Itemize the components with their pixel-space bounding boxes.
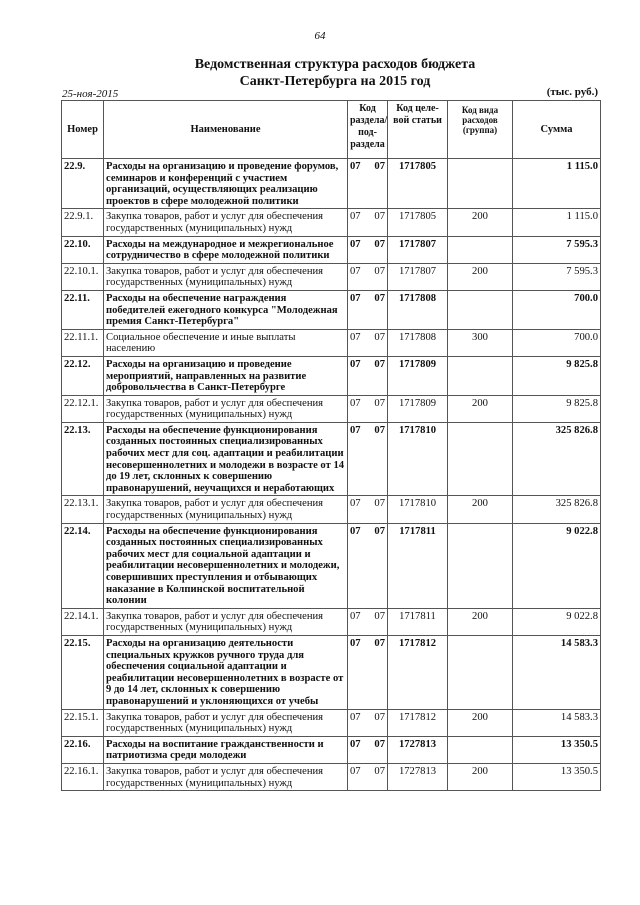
subsection-code: 07 <box>374 238 385 250</box>
row-sum: 700.0 <box>513 329 601 356</box>
row-section-code <box>348 422 388 496</box>
header-sum: Сумма <box>513 101 601 159</box>
subsection-code: 07 <box>374 738 385 750</box>
title-line-2: Санкт-Петербурга на 2015 год <box>239 74 431 89</box>
row-target-code: 1727813 <box>388 736 448 763</box>
section-code: 07 <box>350 331 361 343</box>
section-code: 07 <box>350 498 361 510</box>
row-expense-type: 200 <box>448 496 513 523</box>
row-number: 22.12.1. <box>62 395 104 422</box>
row-number: 22.11.1. <box>62 329 104 356</box>
row-target-code: 1717812 <box>388 709 448 736</box>
row-target-code: 1717811 <box>388 523 448 608</box>
row-number: 22.16.1. <box>62 763 104 790</box>
row-sum: 1 115.0 <box>513 159 601 209</box>
row-sum: 7 595.3 <box>513 263 601 290</box>
row-expense-type <box>448 356 513 395</box>
row-target-code: 1717810 <box>388 496 448 523</box>
section-code: 07 <box>350 525 361 537</box>
subsection-code: 07 <box>374 358 385 370</box>
row-section-code <box>348 209 388 236</box>
row-number: 22.13.1. <box>62 496 104 523</box>
row-section-code <box>348 736 388 763</box>
budget-table <box>61 100 601 791</box>
row-name: Закупка товаров, работ и услуг для обеспечения государственных (муниципальных) нужд <box>104 608 348 635</box>
row-sum: 14 583.3 <box>513 635 601 709</box>
row-expense-type <box>448 422 513 496</box>
row-sum: 700.0 <box>513 290 601 329</box>
row-target-code: 1717808 <box>388 329 448 356</box>
row-target-code: 1717811 <box>388 608 448 635</box>
row-section-code <box>348 763 388 790</box>
table-row <box>62 496 601 523</box>
row-name: Расходы на международное и межрегиональное сотрудничество в сфере молодежной политики <box>104 236 348 263</box>
row-expense-type: 200 <box>448 709 513 736</box>
table-row <box>62 290 601 329</box>
row-name: Закупка товаров, работ и услуг для обеспечения государственных (муниципальных) нужд <box>104 709 348 736</box>
row-expense-type <box>448 159 513 209</box>
row-number: 22.15. <box>62 635 104 709</box>
table-row <box>62 523 601 608</box>
row-expense-type: 200 <box>448 608 513 635</box>
row-section-code <box>348 329 388 356</box>
subsection-code: 07 <box>374 331 385 343</box>
table-row <box>62 263 601 290</box>
row-expense-type: 200 <box>448 395 513 422</box>
row-sum: 7 595.3 <box>513 236 601 263</box>
row-expense-type <box>448 290 513 329</box>
row-number: 22.10. <box>62 236 104 263</box>
subsection-code: 07 <box>374 610 385 622</box>
row-number: 22.14. <box>62 523 104 608</box>
table-row <box>62 356 601 395</box>
row-name: Закупка товаров, работ и услуг для обеспечения государственных (муниципальных) нужд <box>104 496 348 523</box>
table-row <box>62 209 601 236</box>
section-code: 07 <box>350 738 361 750</box>
section-code: 07 <box>350 238 361 250</box>
row-expense-type: 200 <box>448 263 513 290</box>
row-section-code <box>348 709 388 736</box>
row-name: Расходы на воспитание гражданственности и патриотизма среди молодежи <box>104 736 348 763</box>
section-code: 07 <box>350 637 361 649</box>
row-name: Закупка товаров, работ и услуг для обеспечения государственных (муниципальных) нужд <box>104 209 348 236</box>
row-expense-type <box>448 523 513 608</box>
row-name: Расходы на обеспечение награждения победителей ежегодного конкурса "Молодежная премия Санкт-Петербурга" <box>104 290 348 329</box>
table-row <box>62 736 601 763</box>
table-header <box>62 101 601 159</box>
section-code: 07 <box>350 161 361 172</box>
section-code: 07 <box>350 211 361 223</box>
row-target-code: 1727813 <box>388 763 448 790</box>
document-date: 25-ноя-2015 <box>62 88 119 100</box>
section-code: 07 <box>350 765 361 777</box>
row-name: Расходы на организацию деятельности специальных кружков ручного труда для обеспечения социальной адаптации и реабилитации несовершеннолетних в возрасте от 9 до 14 лет, склонных к совершению правонарушений и уклоняющихся от учебы <box>104 635 348 709</box>
header-type: Код вида расходов (группа) <box>448 101 513 159</box>
row-sum: 325 826.8 <box>513 496 601 523</box>
row-sum: 9 825.8 <box>513 356 601 395</box>
subsection-code: 07 <box>374 498 385 510</box>
table-row <box>62 329 601 356</box>
header-section: Код раздела/ под-раздела <box>348 101 388 159</box>
row-section-code <box>348 608 388 635</box>
subsection-code: 07 <box>374 211 385 223</box>
subsection-code: 07 <box>374 765 385 777</box>
table-row <box>62 422 601 496</box>
row-number: 22.13. <box>62 422 104 496</box>
title-line-1: Ведомственная структура расходов бюджета <box>194 57 476 72</box>
row-target-code: 1717810 <box>388 422 448 496</box>
row-name: Расходы на обеспечение функционирования созданных постоянных специализированных рабочих мест для социальной адаптации и реабилитации несовершеннолетних и молодежи, совершивших преступления и отбывающих наказание в Колпинской воспитательной колонии <box>104 523 348 608</box>
row-name: Расходы на организацию и проведение мероприятий, направленных на развитие добровольчества в Санкт-Петербурге <box>104 356 348 395</box>
row-sum: 14 583.3 <box>513 709 601 736</box>
section-code: 07 <box>350 292 361 304</box>
row-section-code <box>348 356 388 395</box>
row-target-code: 1717807 <box>388 236 448 263</box>
table-row <box>62 608 601 635</box>
row-target-code: 1717808 <box>388 290 448 329</box>
row-number: 22.16. <box>62 736 104 763</box>
subsection-code: 07 <box>374 397 385 409</box>
row-name: Расходы на организацию и проведение форумов, семинаров и конференций с участием организаций, осуществляющих реализацию проектов в сфере молодежной политики <box>104 159 348 209</box>
table-row <box>62 395 601 422</box>
units-label: (тыс. руб.) <box>546 86 598 98</box>
table-row <box>62 236 601 263</box>
row-expense-type <box>448 736 513 763</box>
header-target: Код целе-вой статьи <box>388 101 448 159</box>
document-title <box>0 56 640 90</box>
row-expense-type: 300 <box>448 329 513 356</box>
subsection-code: 07 <box>374 161 385 172</box>
row-name: Закупка товаров, работ и услуг для обеспечения государственных (муниципальных) нужд <box>104 263 348 290</box>
section-code: 07 <box>350 397 361 409</box>
row-section-code <box>348 395 388 422</box>
row-target-code: 1717809 <box>388 356 448 395</box>
subsection-code: 07 <box>374 711 385 723</box>
row-expense-type: 200 <box>448 209 513 236</box>
row-number: 22.9. <box>62 159 104 209</box>
section-code: 07 <box>350 265 361 277</box>
row-sum: 13 350.5 <box>513 763 601 790</box>
row-number: 22.15.1. <box>62 709 104 736</box>
row-sum: 9 022.8 <box>513 608 601 635</box>
row-number: 22.14.1. <box>62 608 104 635</box>
row-number: 22.12. <box>62 356 104 395</box>
row-section-code <box>348 236 388 263</box>
row-target-code: 1717812 <box>388 635 448 709</box>
row-name: Расходы на обеспечение функционирования созданных постоянных специализированных рабочих мест для соц. адаптации и реабилитации несовершеннолетних и молодежи в возрасте от 14 до 19 лет, склонных к совершению правонарушений, неучащихся и неработающих <box>104 422 348 496</box>
row-number: 22.10.1. <box>62 263 104 290</box>
row-expense-type: 200 <box>448 763 513 790</box>
row-expense-type <box>448 236 513 263</box>
row-sum: 13 350.5 <box>513 736 601 763</box>
row-target-code: 1717805 <box>388 159 448 209</box>
subsection-code: 07 <box>374 637 385 649</box>
row-section-code <box>348 290 388 329</box>
row-number: 22.11. <box>62 290 104 329</box>
section-code: 07 <box>350 610 361 622</box>
row-target-code: 1717805 <box>388 209 448 236</box>
header-number: Номер <box>62 101 104 159</box>
row-name: Закупка товаров, работ и услуг для обеспечения государственных (муниципальных) нужд <box>104 763 348 790</box>
section-code: 07 <box>350 424 361 436</box>
row-sum: 1 115.0 <box>513 209 601 236</box>
row-section-code <box>348 496 388 523</box>
table-row <box>62 635 601 709</box>
row-section-code <box>348 523 388 608</box>
row-sum: 9 825.8 <box>513 395 601 422</box>
row-expense-type <box>448 635 513 709</box>
row-target-code: 1717809 <box>388 395 448 422</box>
section-code: 07 <box>350 358 361 370</box>
row-sum: 325 826.8 <box>513 422 601 496</box>
section-code: 07 <box>350 711 361 723</box>
subsection-code: 07 <box>374 424 385 436</box>
row-target-code: 1717807 <box>388 263 448 290</box>
table-row <box>62 763 601 790</box>
subsection-code: 07 <box>374 265 385 277</box>
row-number: 22.9.1. <box>62 209 104 236</box>
page-number: 64 <box>314 30 326 42</box>
row-section-code <box>348 635 388 709</box>
row-section-code <box>348 159 388 209</box>
row-section-code <box>348 263 388 290</box>
table-row <box>62 159 601 209</box>
table-row <box>62 709 601 736</box>
subsection-code: 07 <box>374 525 385 537</box>
header-name: Наименование <box>104 101 348 159</box>
row-name: Социальное обеспечение и иные выплаты населению <box>104 329 348 356</box>
row-name: Закупка товаров, работ и услуг для обеспечения государственных (муниципальных) нужд <box>104 395 348 422</box>
row-sum: 9 022.8 <box>513 523 601 608</box>
subsection-code: 07 <box>374 292 385 304</box>
